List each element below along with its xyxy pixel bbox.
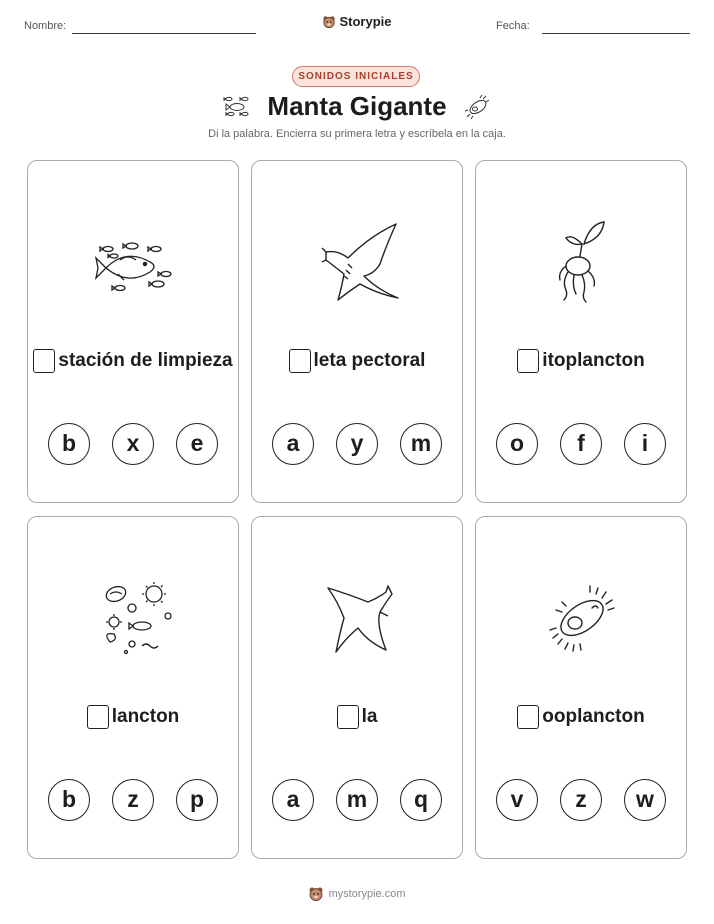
letter-option[interactable]: f [560,423,602,465]
brand [0,13,714,29]
letter-option[interactable]: a [272,423,314,465]
fish-school-icon [84,216,184,311]
letter-option[interactable]: z [112,779,154,821]
letter-options [496,423,666,467]
letter-options [48,423,218,467]
letter-option[interactable]: a [272,779,314,821]
word-row [28,349,238,373]
answer-box[interactable] [87,705,109,729]
date-label: Fecha: [496,20,530,32]
storypie-logo-icon [308,886,324,902]
date-line[interactable] [542,33,690,34]
letter-option[interactable]: x [112,423,154,465]
name-label: Nombre: [24,20,67,32]
brand-name: Storypie [339,14,392,30]
answer-box[interactable] [517,705,539,729]
name-line[interactable] [72,33,256,34]
letter-option[interactable]: o [496,423,538,465]
page-title: Manta Gigante [267,91,447,121]
answer-box[interactable] [289,349,311,373]
letter-option[interactable]: y [336,423,378,465]
category-badge: SONIDOS INICIALES [292,66,420,87]
letter-options [496,779,666,823]
storypie-logo-icon [322,15,336,29]
word-fragment: itoplancton [542,350,645,371]
phytoplankton-icon [532,216,632,311]
footer-url[interactable]: mystorypie.com [328,888,406,900]
word-row [252,705,462,729]
letter-option[interactable]: m [400,423,442,465]
zooplankton-title-icon [464,94,492,120]
word-row [476,705,686,729]
word-row [252,349,462,373]
manta-ray-icon [308,572,408,667]
answer-box[interactable] [33,349,55,373]
letter-option[interactable]: m [336,779,378,821]
word-card-5 [251,516,463,859]
word-fragment: la [361,706,378,727]
word-fragment: stación de limpieza [58,350,233,371]
word-card-1 [27,160,239,503]
word-fragment: ooplancton [542,706,645,727]
word-row [476,349,686,373]
letter-option[interactable]: i [624,423,666,465]
plankton-mix-icon [84,572,184,667]
word-row [28,705,238,729]
letter-options [48,779,218,823]
answer-box[interactable] [337,705,359,729]
letter-option[interactable]: q [400,779,442,821]
letter-option[interactable]: w [624,779,666,821]
letter-option[interactable]: v [496,779,538,821]
letter-options [272,779,442,823]
word-card-3 [475,160,687,503]
word-card-2 [251,160,463,503]
zooplankton-icon [532,572,632,667]
letter-options [272,423,442,467]
word-card-6 [475,516,687,859]
letter-option[interactable]: z [560,779,602,821]
manta-ray-icon [308,216,408,311]
letter-option[interactable]: e [176,423,218,465]
word-card-4 [27,516,239,859]
footer [0,886,714,902]
word-fragment: lancton [111,706,180,727]
letter-option[interactable]: p [176,779,218,821]
letter-option[interactable]: b [48,779,90,821]
letter-option[interactable]: b [48,423,90,465]
word-fragment: leta pectoral [313,350,426,371]
instructions: Di la palabra. Encierra su primera letra y escríbela en la caja. [208,128,506,140]
answer-box[interactable] [517,349,539,373]
